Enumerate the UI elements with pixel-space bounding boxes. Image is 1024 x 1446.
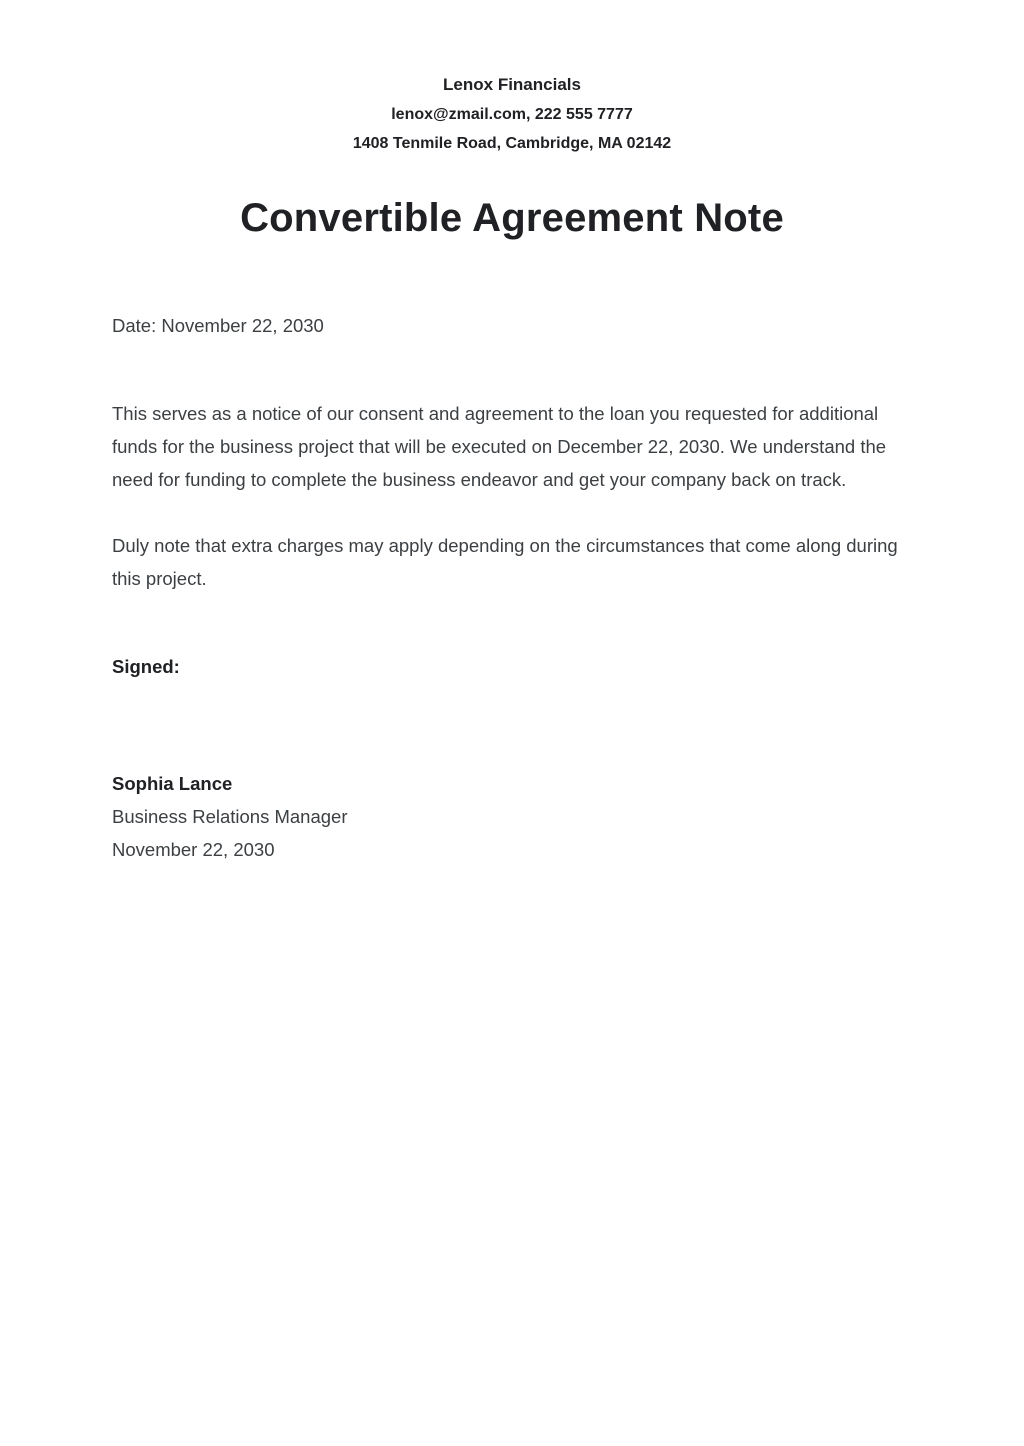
company-address-line: 1408 Tenmile Road, Cambridge, MA 02142	[352, 135, 672, 152]
body-paragraph-1: This serves as a notice of our consent and agreement to the loan you requested for additional funds for the business project that will be executed on December 22, 2030. We understand the need for funding to complete the business endeavor and get your company back on track.	[112, 403, 887, 490]
signature-date: November 22, 2030	[112, 839, 275, 860]
signature-name: Sophia Lance	[112, 773, 233, 794]
company-contact-line: lenox@zmail.com, 222 555 7777	[391, 106, 633, 123]
signature-block	[112, 767, 912, 866]
document-title: Convertible Agreement Note	[240, 196, 784, 240]
date-line: Date: November 22, 2030	[112, 315, 324, 336]
body-paragraph-2: Duly note that extra charges may apply depending on the circumstances that come along during this project.	[112, 535, 898, 589]
company-name: Lenox Financials	[443, 75, 581, 94]
signed-label: Signed:	[112, 656, 180, 677]
letterhead	[112, 70, 912, 158]
signature-role: Business Relations Manager	[112, 806, 348, 827]
